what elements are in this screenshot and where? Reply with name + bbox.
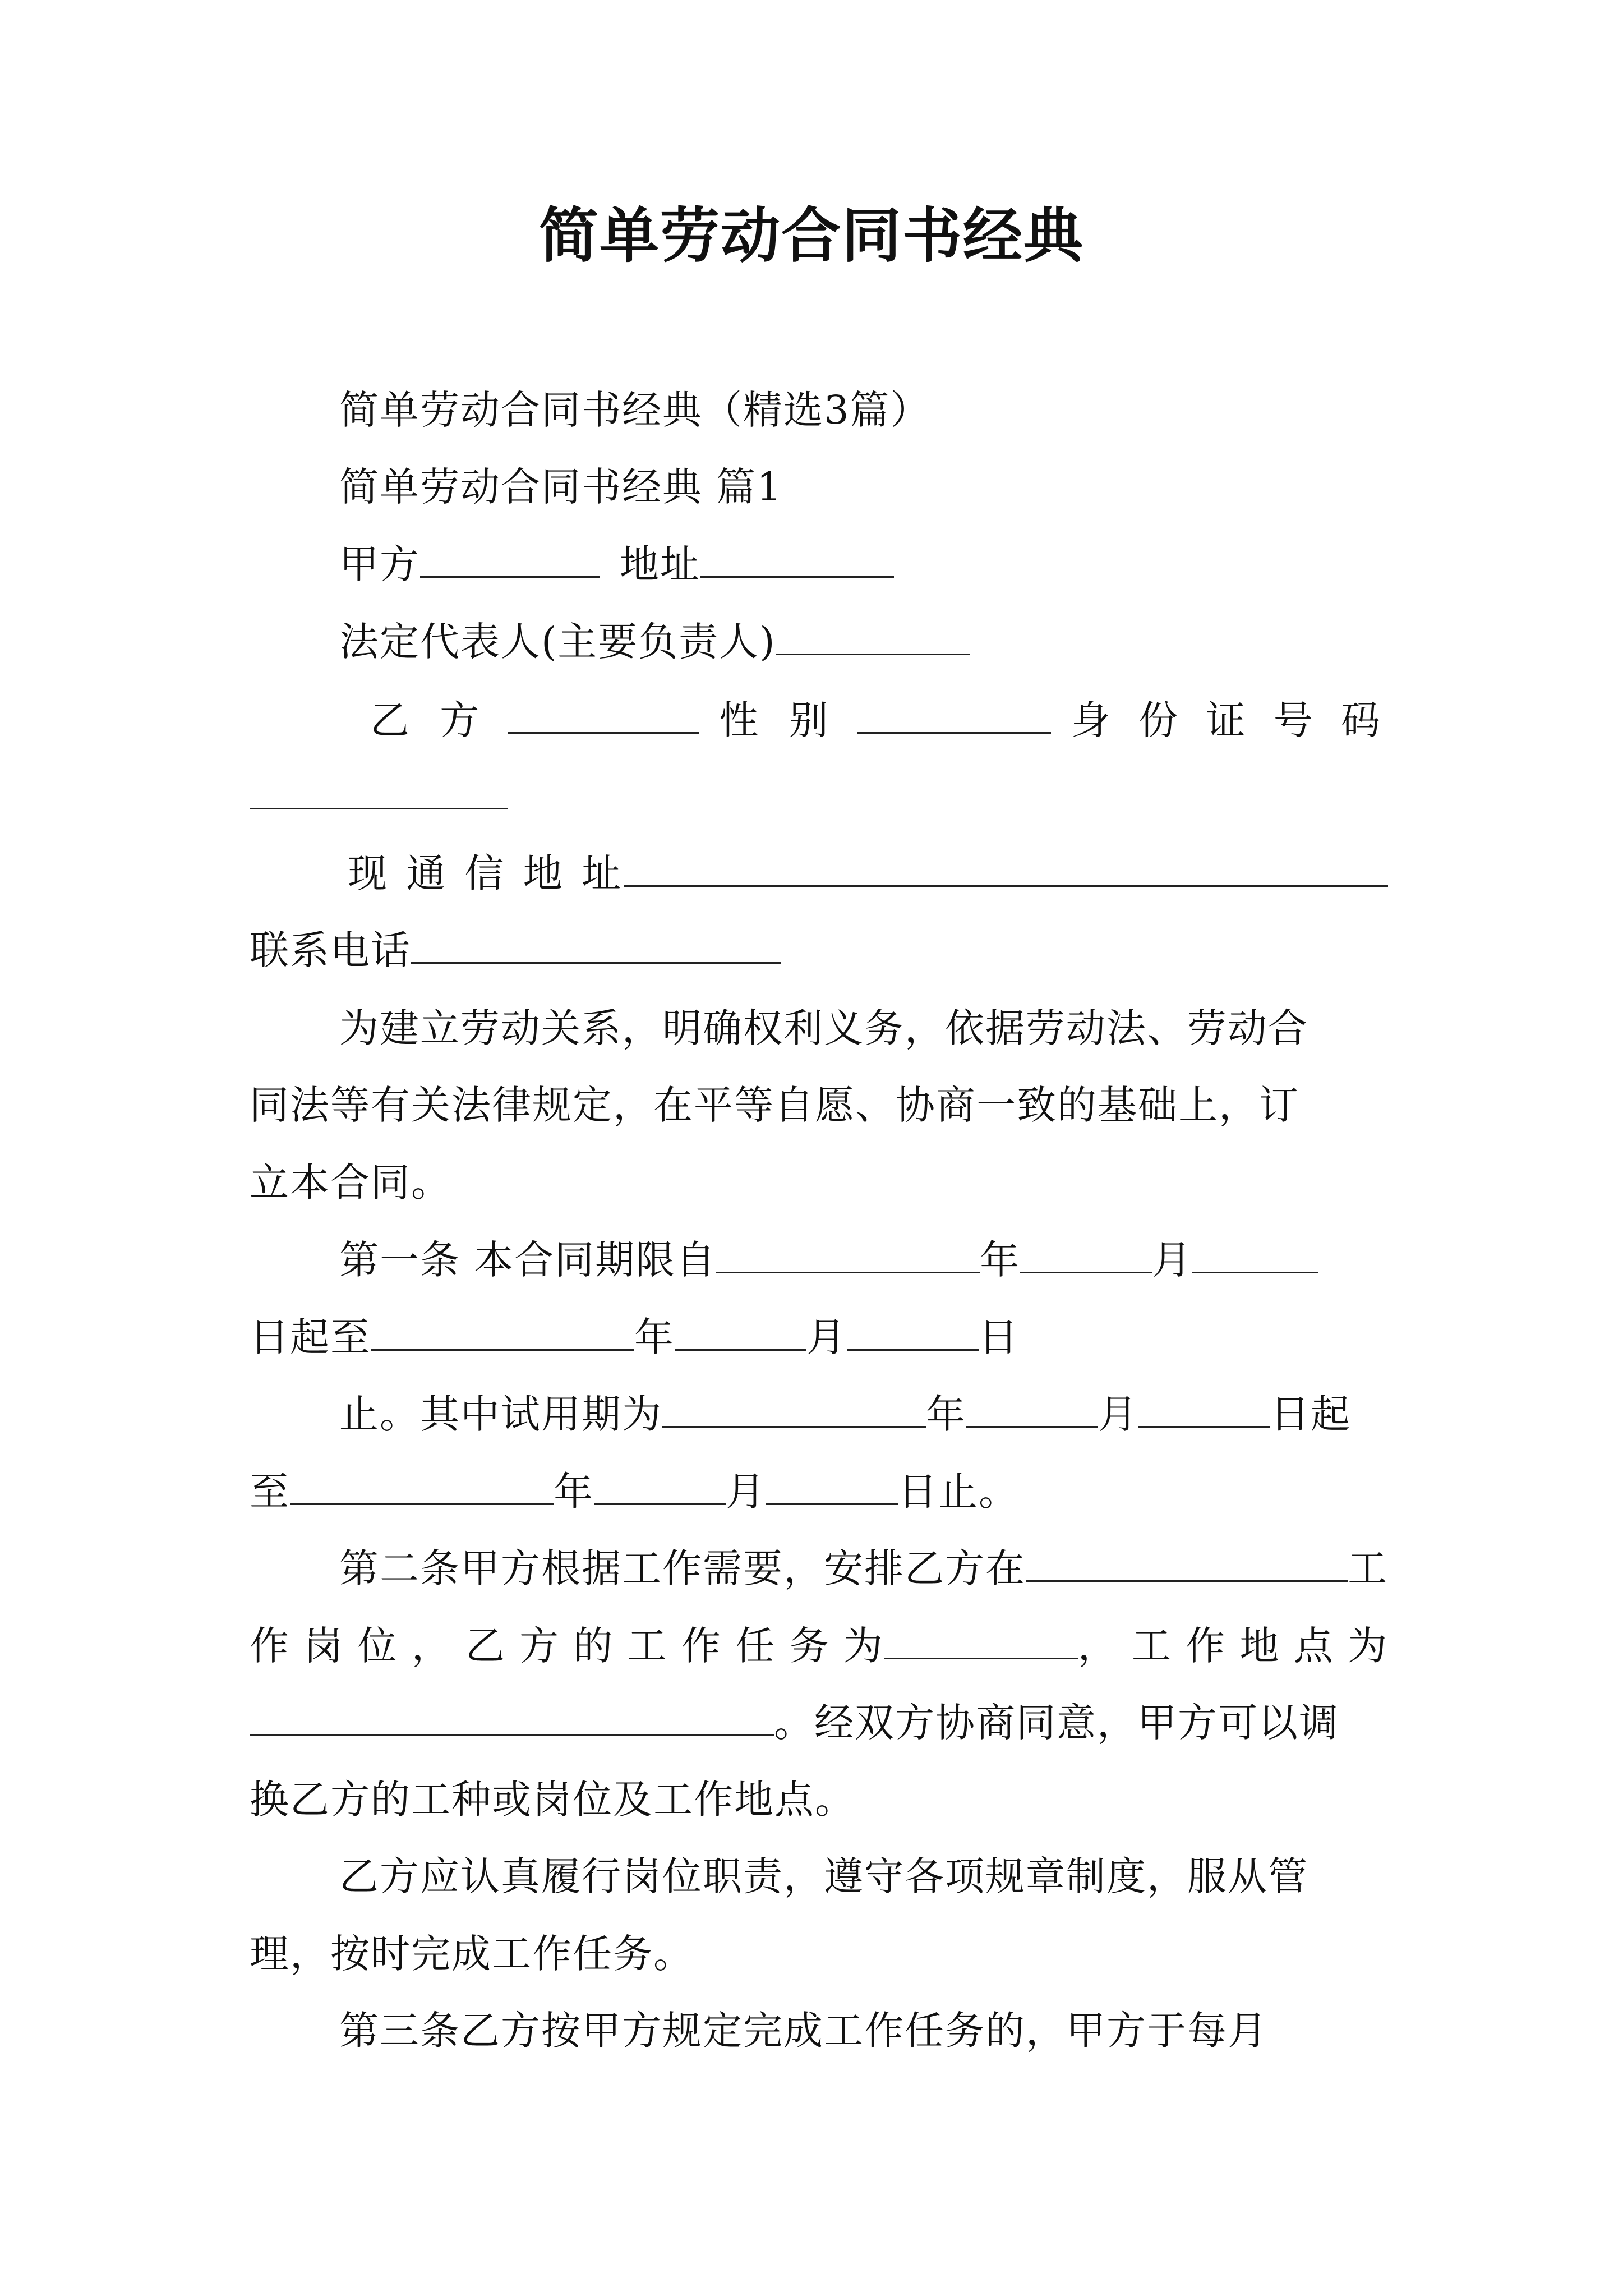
phone-blank[interactable] [411, 923, 781, 964]
party-a-label: 甲方 [339, 541, 420, 587]
term-end-year-blank[interactable] [371, 1310, 634, 1351]
clause2-line-2 [250, 1618, 1388, 1673]
probation-start-day-blank[interactable] [1138, 1387, 1270, 1428]
clause3-line-1: 第三条乙方按甲方规定完成工作任务的，甲方于每月 [339, 2008, 1268, 2054]
term-end-day-blank[interactable] [847, 1310, 979, 1351]
id-blank-line [250, 769, 1388, 822]
clause2-text-2a: 作 岗 位 ， 乙 方 的 工 作 任 务 为 [250, 1623, 884, 1669]
clause2-text-2b: ， 工 作 地 点 为 [1077, 1623, 1388, 1669]
document-title: 简单劳动合同书经典 [539, 200, 1084, 270]
year-label: 年 [634, 1314, 675, 1360]
work-location-blank[interactable] [250, 1695, 774, 1736]
clause2-line-1 [339, 1541, 1388, 1595]
preamble-line-3: 立本合同。 [250, 1159, 451, 1205]
duties-line-1: 乙方应认真履行岗位职责，遵守各项规章制度，服从管 [339, 1853, 1308, 1899]
contact-address-label: 现 通 信 地 址 [348, 850, 625, 896]
month-label: 月 [1152, 1237, 1193, 1283]
clause1-line-4 [250, 1464, 1388, 1519]
clause2-text-1-end: 工 [1348, 1545, 1388, 1591]
term-end-month-blank[interactable] [675, 1310, 806, 1351]
month-label: 月 [806, 1314, 847, 1360]
duties-line-2: 理，按时完成工作任务。 [250, 1931, 694, 1977]
preamble-line-1: 为建立劳动关系，明确权利义务，依据劳动法、劳动合 [339, 1005, 1308, 1051]
id-label: 身 份 证 号 码 [1071, 697, 1388, 743]
probation-end-day-blank[interactable] [766, 1464, 898, 1505]
clause2-line-3 [250, 1695, 1388, 1750]
party-b-blank[interactable] [508, 693, 699, 734]
contact-address-blank[interactable] [624, 846, 1388, 887]
clause2-text-3: 。经双方协商同意，甲方可以调 [774, 1700, 1339, 1746]
probation-start-month-blank[interactable] [966, 1387, 1098, 1428]
clause1-start: 第一条 本合同期限自 [339, 1237, 717, 1283]
party-a-line [339, 537, 1388, 591]
legal-rep-blank[interactable] [776, 614, 970, 655]
preamble-line-2: 同法等有关法律规定，在平等自愿、协商一致的基础上，订 [250, 1082, 1299, 1128]
phone-line [250, 923, 1388, 977]
year-label: 年 [980, 1237, 1021, 1283]
probation-end-month-blank[interactable] [594, 1464, 726, 1505]
gender-label: 性 别 [719, 697, 837, 743]
subtitle: 简单劳动合同书经典（精选3篇） [339, 387, 931, 433]
probation-to-label: 至 [250, 1469, 290, 1515]
task-blank[interactable] [884, 1618, 1078, 1659]
contact-address-line [348, 846, 1388, 900]
legal-rep-label: 法定代表人(主要负责人) [339, 619, 776, 665]
gender-blank[interactable] [857, 693, 1051, 734]
clause1-line-3 [339, 1387, 1388, 1441]
clause1-line-1 [339, 1232, 1388, 1287]
year-label: 年 [554, 1469, 594, 1515]
clause2-text-1: 第二条甲方根据工作需要，安排乙方在 [339, 1545, 1026, 1591]
phone-label: 联系电话 [250, 927, 411, 973]
year-label: 年 [926, 1391, 966, 1437]
probation-end-year-blank[interactable] [290, 1464, 554, 1505]
probation-start: 止。其中试用期为 [339, 1391, 662, 1437]
month-label: 月 [1098, 1391, 1138, 1437]
day-end-label: 日止。 [898, 1469, 1019, 1515]
post-blank[interactable] [1026, 1541, 1348, 1582]
address-label: 地址 [620, 541, 700, 587]
probation-start-year-blank[interactable] [662, 1387, 926, 1428]
id-number-blank[interactable] [250, 769, 508, 809]
day-start-label: 日起 [1270, 1391, 1351, 1437]
article-heading: 简单劳动合同书经典 篇1 [339, 464, 783, 510]
party-b-label: 乙 方 [370, 697, 488, 743]
term-start-day-blank[interactable] [1192, 1232, 1318, 1273]
month-label: 月 [726, 1469, 766, 1515]
clause1-line-2 [250, 1310, 1388, 1364]
party-a-blank[interactable] [420, 537, 600, 578]
term-start-year-blank[interactable] [716, 1232, 980, 1273]
clause2-line-4: 换乙方的工种或岗位及工作地点。 [250, 1777, 855, 1823]
party-b-line [370, 693, 1388, 747]
day-label: 日 [979, 1314, 1019, 1360]
address-blank[interactable] [700, 537, 894, 578]
legal-rep-line [339, 614, 1388, 669]
day-from-label: 日起至 [250, 1314, 371, 1360]
term-start-month-blank[interactable] [1020, 1232, 1152, 1273]
